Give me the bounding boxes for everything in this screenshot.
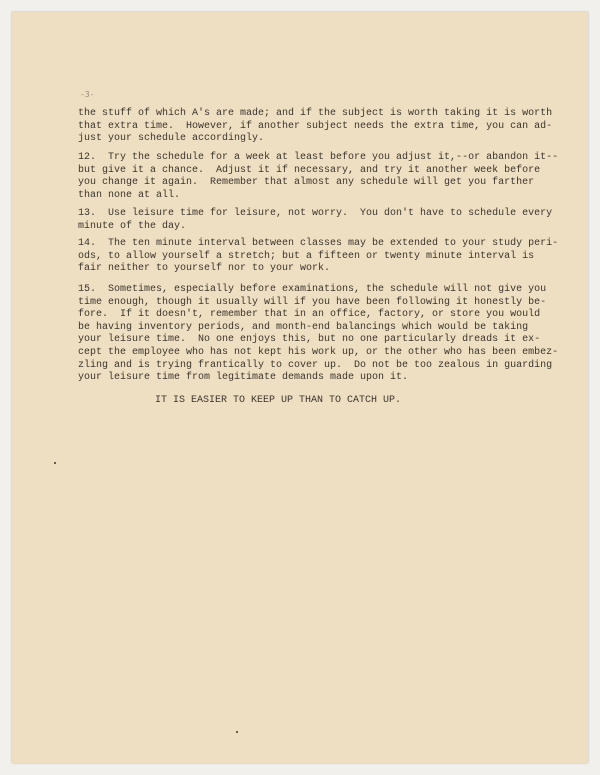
- paragraph-line: 12. Try the schedule for a week at least before you adjust it,--or abandon it--: [78, 152, 559, 163]
- paragraph-15: [78, 284, 559, 385]
- paragraph-line: fore. If it doesn't, remember that in an office, factory, or store you would: [78, 309, 541, 321]
- paragraph-line: be having inventory periods, and month-end balancings which would be taking: [78, 321, 529, 333]
- paragraph-line: 15. Sometimes, especially before examinations, the schedule will not give you: [78, 284, 547, 295]
- paragraph-line: minute of the day.: [78, 220, 187, 232]
- paragraph-line: your leisure time. No one enjoys this, but no one particularly dreads it ex-: [78, 334, 541, 346]
- paragraph-12: [78, 152, 559, 202]
- closing-motto: IT IS EASIER TO KEEP UP THAN TO CATCH UP.: [154, 395, 402, 406]
- paragraph-line: but give it a chance. Adjust it if necessary, and try it another week before: [78, 164, 541, 176]
- paragraph-14: [78, 238, 559, 276]
- paragraph-line: just your schedule accordingly.: [78, 133, 265, 145]
- paragraph-line: 14. The ten minute interval between classes may be extended to your study peri-: [78, 238, 559, 249]
- paragraph-line: than none at all.: [78, 189, 181, 201]
- paragraph-line: cept the employee who has not kept his work up, or the other who has been embez-: [78, 346, 559, 358]
- paragraph-line: the stuff of which A's are made; and if the subject is worth taking it is worth: [78, 108, 553, 119]
- paragraph-line: that extra time. However, if another subject needs the extra time, you can ad-: [78, 120, 553, 132]
- paragraph-line: 13. Use leisure time for leisure, not worry. You don't have to schedule every: [78, 208, 553, 219]
- paragraph-line: your leisure time from legitimate demands made upon it.: [78, 372, 409, 384]
- paper-speck: [54, 462, 56, 464]
- paragraph-13: [78, 208, 553, 233]
- paragraph-continued: [78, 108, 553, 146]
- paragraph-line: fair neither to yourself nor to your work.: [78, 263, 331, 275]
- paragraph-line: ods, to allow yourself a stretch; but a fifteen or twenty minute interval is: [78, 250, 535, 262]
- typewritten-page: [12, 12, 588, 763]
- page-number: -3-: [80, 90, 95, 99]
- paragraph-line: you change it again. Remember that almost any schedule will get you farther: [78, 177, 535, 189]
- paper-speck: [236, 731, 238, 733]
- paragraph-line: time enough, though it usually will if you have been following it honestly be-: [78, 296, 547, 308]
- paragraph-line: zling and is trying frantically to cover up. Do not be too zealous in guarding: [78, 359, 553, 371]
